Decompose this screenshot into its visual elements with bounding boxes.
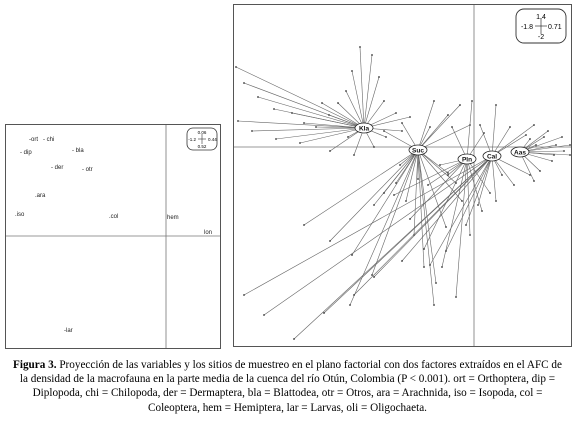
spoke-kla xyxy=(276,128,364,139)
sample-point xyxy=(563,150,565,152)
site-suc xyxy=(409,145,427,155)
scale-bottom: 0.52 xyxy=(197,144,207,149)
sample-point xyxy=(569,154,571,156)
spoke-suc xyxy=(304,150,418,225)
sample-point xyxy=(373,146,375,148)
sample-point xyxy=(373,204,375,206)
sample-point xyxy=(401,260,403,262)
sample-point xyxy=(328,114,330,116)
scale-bottom: -2 xyxy=(537,34,545,41)
spoke-cal xyxy=(492,105,496,156)
variable-label-iso: .iso xyxy=(15,212,25,218)
variable-label-der: - der xyxy=(51,165,64,171)
sample-point xyxy=(535,144,537,146)
spoke-suc xyxy=(418,150,424,267)
sample-point xyxy=(409,218,411,220)
variable-label-lar: -lar xyxy=(64,328,73,334)
sample-point xyxy=(293,338,295,340)
site-cal xyxy=(483,151,501,161)
spoke-suc xyxy=(414,150,418,235)
sample-point xyxy=(329,150,331,152)
sample-point xyxy=(469,234,471,236)
site-label-aas: Aas xyxy=(514,149,526,157)
sample-point xyxy=(495,104,497,106)
site-label-kla: Kla xyxy=(358,125,370,133)
sample-point xyxy=(275,138,277,140)
site-kla xyxy=(355,123,373,133)
caption-text: Proyección de las variables y los sitios de muestreo en el plano factorial con dos factores extraídos en el AFC de la densidad de la macrofauna en la parte media de la cuenca del río Otún, Colombia (P < 0.001). ort = Orthoptera, dip = Diplopoda, chi = Chilopoda, der = Dermaptera, bla = Blattodea, otr = Otros, ara = Arachnida, iso = Isopoda, col = Coleoptera, hem = Hemiptera, lar = Larvas, oli = Oligochaeta. xyxy=(19,359,562,414)
sample-point xyxy=(399,164,401,166)
spoke-kla xyxy=(364,55,372,128)
sample-point xyxy=(433,304,435,306)
sample-point xyxy=(395,112,397,114)
sample-point xyxy=(553,154,555,156)
sample-point xyxy=(405,200,407,202)
scale-left: -1.8 xyxy=(520,24,533,31)
sample-point xyxy=(359,46,361,48)
spoke-cal xyxy=(244,156,492,295)
spoke-suc xyxy=(418,125,470,150)
sample-point xyxy=(447,174,449,176)
sample-point xyxy=(257,96,259,98)
sample-point xyxy=(371,274,373,276)
spoke-kla xyxy=(252,128,364,131)
spoke-suc xyxy=(330,150,418,241)
spoke-kla xyxy=(300,128,364,143)
spoke-kla xyxy=(236,67,364,128)
spoke-kla xyxy=(238,121,364,128)
spoke-pln xyxy=(467,101,472,159)
sample-point xyxy=(539,170,541,172)
scale-left: -1.2 xyxy=(188,137,196,142)
sample-point xyxy=(509,126,511,128)
spoke-cal xyxy=(446,156,492,251)
scale-right: 0.44 xyxy=(208,137,217,142)
sample-point xyxy=(353,294,355,296)
spoke-kla xyxy=(352,71,364,128)
sites-plot xyxy=(234,5,571,346)
variables-plot xyxy=(6,125,220,348)
variables-plot-panel xyxy=(5,124,221,349)
site-aas xyxy=(511,147,529,157)
sample-point xyxy=(345,90,347,92)
site-label-pln: Pln xyxy=(461,156,473,164)
scale-top: 1.4 xyxy=(536,14,546,21)
sample-point xyxy=(315,126,317,128)
sample-point xyxy=(533,124,535,126)
spoke-cal xyxy=(324,156,492,313)
sample-point xyxy=(513,184,515,186)
variable-label-ort: -ort xyxy=(29,137,38,143)
scale-legend xyxy=(187,128,217,150)
spoke-suc xyxy=(418,105,460,150)
sample-point xyxy=(385,136,387,138)
variable-label-chi: - chi xyxy=(43,137,55,143)
site-label-suc: Suc xyxy=(412,147,424,155)
scale-right: 0.71 xyxy=(548,24,562,31)
sample-point xyxy=(235,66,237,68)
sample-point xyxy=(429,264,431,266)
sample-point xyxy=(243,294,245,296)
sample-point xyxy=(353,154,355,156)
sample-point xyxy=(481,210,483,212)
sample-point xyxy=(383,130,385,132)
sample-point xyxy=(417,178,419,180)
sample-point xyxy=(429,126,431,128)
sample-point xyxy=(299,142,301,144)
sample-point xyxy=(395,182,397,184)
scale-top: 0.06 xyxy=(197,130,207,135)
sample-point xyxy=(321,102,323,104)
sample-point xyxy=(337,102,339,104)
sample-point xyxy=(439,164,441,166)
sample-point xyxy=(461,200,463,202)
sample-point xyxy=(525,134,527,136)
caption-label: Figura 3. xyxy=(13,359,57,371)
spoke-suc xyxy=(350,150,418,305)
sample-point xyxy=(555,144,557,146)
site-pln xyxy=(458,154,476,164)
sample-point xyxy=(378,76,380,78)
sample-point xyxy=(445,226,447,228)
sample-point xyxy=(409,116,411,118)
sample-point xyxy=(263,314,265,316)
sample-point xyxy=(529,138,531,140)
variable-label-otr: - otr xyxy=(82,167,93,173)
variable-label-hem: hem xyxy=(167,215,179,221)
figure-caption xyxy=(10,358,565,415)
sample-point xyxy=(489,192,491,194)
sample-point xyxy=(383,100,385,102)
sample-point xyxy=(401,130,403,132)
sample-point xyxy=(471,100,473,102)
sample-point xyxy=(349,304,351,306)
sample-point xyxy=(543,136,545,138)
sites-plot-panel xyxy=(233,4,572,347)
sample-point xyxy=(303,224,305,226)
sample-point xyxy=(251,130,253,132)
sample-point xyxy=(273,108,275,110)
sample-point xyxy=(435,282,437,284)
sample-point xyxy=(451,126,453,128)
sample-point xyxy=(243,82,245,84)
sample-point xyxy=(329,240,331,242)
variable-label-dip: - dip xyxy=(20,150,32,156)
sample-point xyxy=(547,130,549,132)
sample-point xyxy=(477,204,479,206)
sample-point xyxy=(433,100,435,102)
spoke-suc xyxy=(418,115,448,150)
sample-point xyxy=(569,144,571,146)
sample-point xyxy=(445,250,447,252)
site-label-cal: Cal xyxy=(486,153,498,161)
sample-point xyxy=(447,114,449,116)
sample-point xyxy=(351,70,353,72)
scale-legend xyxy=(516,9,566,43)
variable-label-col: .col xyxy=(109,214,119,220)
sample-point xyxy=(465,224,467,226)
sample-point xyxy=(323,312,325,314)
sample-point xyxy=(427,184,429,186)
sample-point xyxy=(423,248,425,250)
sample-point xyxy=(347,136,349,138)
variable-label-ara: .ara xyxy=(35,193,46,199)
sample-point xyxy=(237,120,239,122)
sample-point xyxy=(401,122,403,124)
sample-point xyxy=(551,160,553,162)
variable-label-lon: lon xyxy=(204,230,213,236)
sample-spokes xyxy=(235,46,571,340)
sample-point xyxy=(393,194,395,196)
spoke-kla xyxy=(360,47,364,128)
sample-point xyxy=(303,122,305,124)
sample-point xyxy=(459,104,461,106)
sample-point xyxy=(533,180,535,182)
sample-point xyxy=(291,112,293,114)
variable-label-bla: - bla xyxy=(72,148,84,154)
sample-point xyxy=(561,136,563,138)
sample-point xyxy=(501,174,503,176)
spoke-cal xyxy=(264,156,492,315)
spoke-suc xyxy=(418,101,434,150)
sample-point xyxy=(479,124,481,126)
sample-point xyxy=(495,200,497,202)
sample-point xyxy=(423,266,425,268)
sample-point xyxy=(371,54,373,56)
sample-point xyxy=(455,296,457,298)
spoke-suc xyxy=(418,150,434,305)
spoke-kla xyxy=(364,77,379,128)
sample-point xyxy=(383,192,385,194)
sample-point xyxy=(373,276,375,278)
sample-point xyxy=(441,266,443,268)
